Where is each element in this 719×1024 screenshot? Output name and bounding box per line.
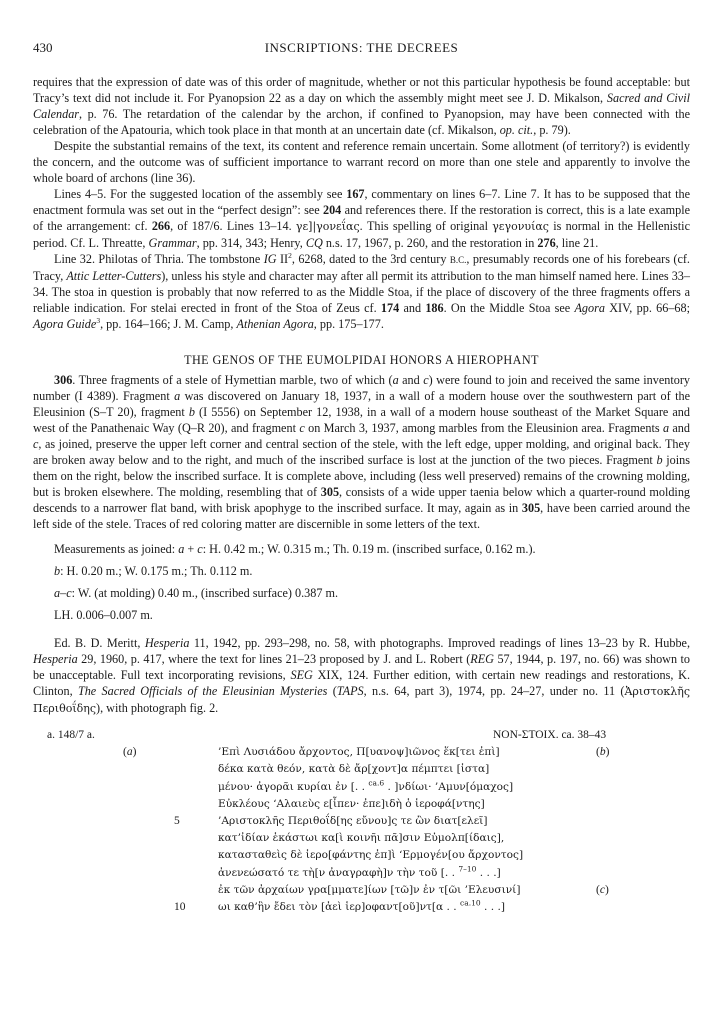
inscription-line — [33, 779, 690, 796]
inscription-line — [33, 882, 690, 899]
inscription-text: ἐκ τῶν ἀρχαίων γρα[μματε]ίων [τῶ]ν ἐν τ[ῶι ’Ελευσινί] — [218, 883, 521, 896]
measurement-line: b: H. 0.20 m.; W. 0.175 m.; Th. 0.112 m. — [54, 564, 253, 578]
section-title: THE GENOS OF THE EUMOLPIDAI HONORS A HIEROPHANT — [184, 353, 539, 367]
commentary-paragraph: Lines 4–5. For the suggested location of the assembly see 167, commentary on lines 6–7. Line 7. It has to be supposed that the enactment formula was set out in the “perfect design”: see 204 and references there. If the restoration is correct, this is a late example of the arrangement: cf. 266, of 187/6. Lines 13–14. γε]|γονεΐας. This spelling of original γεγονυίας is normal in the Hellenistic period. Cf. L. Threatte, Grammar, pp. 314, 343; Henry, CQ n.s. 17, 1967, p. 260, and the restoration in 276, line 21. — [33, 187, 690, 250]
inscription-text: ’Επὶ Λυσιάδου ἄρχοντος, Π[υανοψ]ιῶνος ἕκ[τει ἐπὶ] — [218, 746, 500, 759]
inscription-text: ωι καθ’ἣν ἔδει τὸν [ἀεὶ ἱερ]οφαντ[οῦ]ντ[α . . $^{ca.10}$ . . .] — [218, 898, 505, 913]
inscription-text: ἀνενεώσατό τε τὴ[ν ἀναγραφὴ]ν τὴν τοῦ [. . $^{7-10}$ . . .] — [218, 863, 501, 879]
bibliography: Ed. B. D. Meritt, Hesperia 11, 1942, pp. 293–298, no. 58, with photographs. Improved readings of lines 13–23 by R. Hubbe, Hesperia 29, 1960, p. 417, where the text for lines 21–23 proposed by J. and L. Robert (REG 57, 1944, p. 197, no. 66) was shown to be unacceptable. Full text incorporating revisions, SEG XIX, 124. Further edition, with certain new readings and restorations, K. Clinton, The Sacred Officials of the Eleusinian Mysteries (TAPS, n.s. 64, part 3), 1974, pp. 24–27, under no. 11 (Ἀριστοκλῆς Περιθοΐδης), with photograph fig. 2. — [33, 636, 691, 715]
inscription-line — [33, 761, 690, 778]
inscription-line — [33, 865, 690, 882]
commentary-paragraph: Line 32. Philotas of Thria. The tombstone IG $II^2$, 6268, dated to the 3rd century B.C., presumably records one of his forebears (cf. Tracy, Attic Letter-Cutters), unless his style and character may after all permit its attribution to the man himself named here. Lines 33–34. The stoa in question is probably that now referred to as the Middle Stoa, if the place of discovery of the three fragments offers a reliable indication. For stelai erected in front of the Stoa of Zeus cf. 174 and 186. On the Middle Stoa see Agora XIV, pp. 66–68; Agora Guide$^3$, pp. 164–166; J. M. Camp, Athenian Agora, pp. 175–177. — [33, 250, 690, 331]
inscription-line — [33, 744, 690, 761]
inscription-header — [33, 727, 690, 744]
inscription-text: δέκα κατὰ θεόν, κατὰ δὲ ἄρ[χοντ]α πέμπτει [ἱστα] — [218, 763, 490, 776]
entry-description: 306. Three fragments of a stele of Hymettian marble, two of which (a and c) were found to join and received the same inventory number (I 4389). Fragment a was discovered on January 18, 1937, in a wall of a modern house over the southwestern part of the Eleusinion (S–T 20), fragment b (I 5556) on September 12, 1938, in a wall of a modern house southeast of the Market Square and west of the Panathenaic Way (Q–R 20), and fragment c on March 3, 1937, among marbles from the Eleusinion area. Fragments a and c, as joined, preserve the upper left corner and central section of the stele, with the left edge, upper molding, and original back. They are broken away below and to the right, and much of the inscribed surface is lost at the junction of the two pieces. Fragment b joins them on the right, below the inscribed surface. It is complete above, including (less well preserved) remains of the crowning molding, but is broken elsewhere. The molding, resembling that of 305, consists of a wide upper taenia below which a quarter-round molding descends to a narrower flat band, with brisk apophyge to the inscribed surface. It may, again as in 305, have been carried around the left side of the stele. Traces of red coloring matter are discernible in some letters of the text. — [33, 373, 691, 531]
commentary-paragraph: requires that the expression of date was of this order of magnitude, whether or not this particular hypothesis be found acceptable: but Tracy’s text did not include it. For Pyanopsion 22 as a day on which the assembly might meet see J. D. Mikalson, Sacred and Civil Calendar, p. 76. The retardation of the calendar by the archon, if confined to Pyanopsion, may have been connected with the celebration of the Apatouria, which took place in that month at an uncertain date (cf. Mikalson, op. cit., p. 79). — [33, 75, 690, 137]
inscription-text: ’Αριστοκλῆς Περιθοΐδ[ης εὔνου]ς τε ὢν διατ[ελεῖ] — [218, 814, 488, 827]
commentary-paragraph: Despite the substantial remains of the text, its content and reference remain uncertain. Some allotment (of territory?) is evidently the concern, and the outcome was of sufficient importance to warrant record on more than one stele and apparently to involve the whole board of archons (line 36). — [33, 139, 690, 185]
inscription-lines — [33, 744, 690, 916]
page-number: 430 — [33, 40, 53, 55]
commentary — [33, 74, 690, 332]
inscription-text: Εὐκλέους ‘Αλαιεὺς ε[ἶπεν· ἐπε]ιδὴ ὁ ἱεροφά[ντης] — [218, 797, 485, 810]
running-title: INSCRIPTIONS: THE DECREES — [264, 40, 459, 55]
inscription-line — [33, 796, 690, 813]
inscription — [33, 727, 690, 916]
inscription-line — [33, 899, 690, 916]
line-number: 10 — [174, 900, 186, 913]
line-number: 5 — [174, 814, 180, 827]
date-label: a. 148/7 a. — [47, 729, 95, 741]
page-body — [33, 74, 690, 916]
inscription-text: κατ’ἰδίαν ἑκάστωι κα[ὶ κοινῆι πᾶ]σιν Εὐμολπ[ίδαις], — [218, 832, 505, 845]
inscription-line — [33, 830, 690, 847]
measurement-line: LH. 0.006–0.007 m. — [54, 608, 153, 622]
page — [33, 40, 690, 916]
running-header — [33, 40, 690, 60]
fragment-label: (a) — [123, 746, 137, 759]
inscription-text: κατασταθεὶς δὲ ἱερο[φάντης ἐπ]ὶ ‘Ερμογέν[ου ἄρχοντος] — [218, 849, 524, 862]
measurement-line: Measurements as joined: a + c: H. 0.42 m.; W. 0.315 m.; Th. 0.19 m. (inscribed surface, 0.162 m.). — [54, 542, 536, 556]
measurements — [33, 541, 690, 623]
inscription-text: μένου· ἀγορᾶι κυρίαι ἐν [. . $^{ca.6}$ . ]νδίωι· ’Αμυν[όμαχος] — [218, 778, 514, 793]
fragment-label: (c) — [596, 883, 609, 896]
fragment-label: (b) — [596, 746, 610, 759]
inscription-line — [33, 847, 690, 864]
style-label: NON-ΣΤΟΙΧ. ca. 38–43 — [493, 729, 607, 741]
measurement-line: a–c: W. (at molding) 0.40 m., (inscribed surface) 0.387 m. — [54, 586, 338, 600]
inscription-line — [33, 813, 690, 830]
